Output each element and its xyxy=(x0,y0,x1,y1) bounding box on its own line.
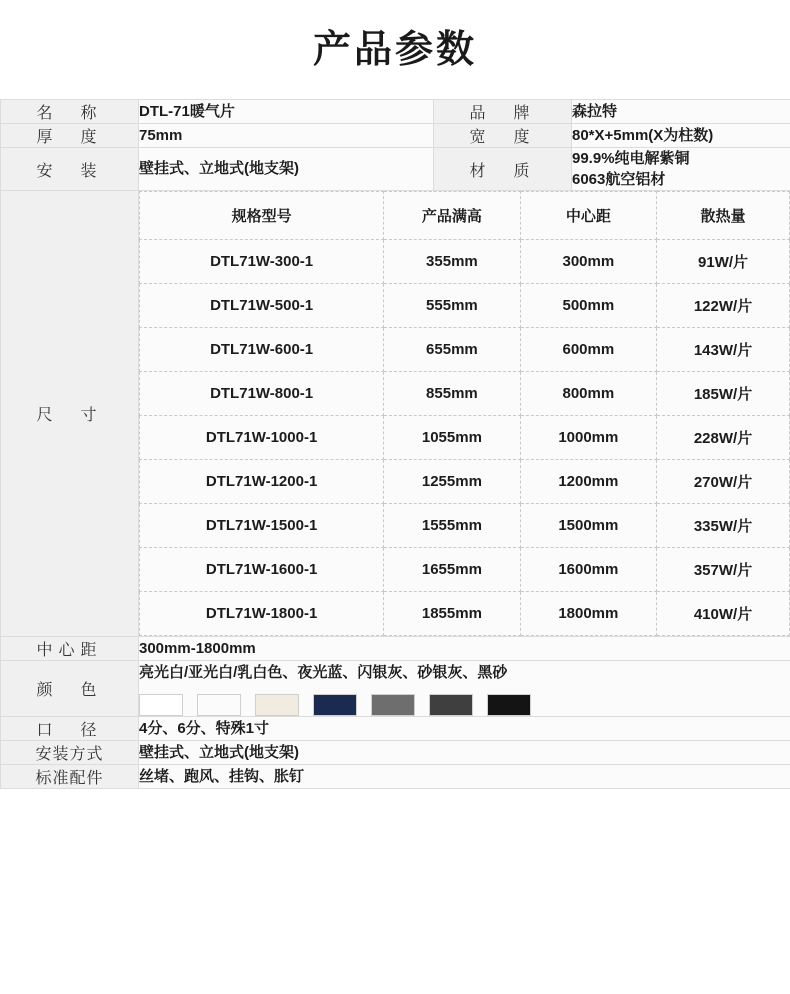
dimension-cell-model: DTL71W-1500-1 xyxy=(140,504,384,548)
row-label-accessories: 标准配件 xyxy=(1,765,139,789)
dimension-row xyxy=(140,460,790,504)
dimension-cell-center: 1600mm xyxy=(520,548,656,592)
table-row xyxy=(1,637,790,661)
dimension-cell-heat: 122W/片 xyxy=(657,284,790,328)
dimension-cell-model: DTL71W-600-1 xyxy=(140,328,384,372)
row-value-width: 80*X+5mm(X为柱数) xyxy=(572,124,790,148)
color-swatch-yaguangbai xyxy=(197,694,241,716)
row-value-accessories: 丝堵、跑风、挂钩、胀钉 xyxy=(139,765,790,789)
dimension-cell-height: 1555mm xyxy=(384,504,520,548)
dimension-cell-height: 555mm xyxy=(384,284,520,328)
row-value-material xyxy=(572,148,790,191)
dimension-cell-model: DTL71W-500-1 xyxy=(140,284,384,328)
color-swatch-rubaise xyxy=(255,694,299,716)
dimension-row xyxy=(140,548,790,592)
material-line-1: 99.9%纯电解紫铜 xyxy=(572,150,690,167)
row-label-brand: 品 牌 xyxy=(434,100,572,124)
dimension-cell-height: 655mm xyxy=(384,328,520,372)
dimension-cell-center: 1000mm xyxy=(520,416,656,460)
dimension-cell-heat: 143W/片 xyxy=(657,328,790,372)
row-label-center-distance: 中心距 xyxy=(1,637,139,661)
table-row xyxy=(1,765,790,789)
dimension-row xyxy=(140,416,790,460)
row-label-material: 材 质 xyxy=(434,148,572,191)
dimension-cell-model: DTL71W-300-1 xyxy=(140,240,384,284)
dimension-cell-center: 300mm xyxy=(520,240,656,284)
dimension-row xyxy=(140,504,790,548)
dimension-table xyxy=(139,191,790,636)
row-label-name: 名 称 xyxy=(1,100,139,124)
table-row xyxy=(1,741,790,765)
dimension-cell-height: 855mm xyxy=(384,372,520,416)
color-swatch-yeguanglan xyxy=(313,694,357,716)
row-value-name: DTL-71暖气片 xyxy=(139,100,434,124)
color-text: 亮光白/亚光白/乳白色、夜光蓝、闪银灰、砂银灰、黑砂 xyxy=(139,664,508,681)
dimension-cell-model: DTL71W-1000-1 xyxy=(140,416,384,460)
row-label-color: 颜 色 xyxy=(1,661,139,717)
table-row-color xyxy=(1,661,790,717)
row-label-thickness: 厚 度 xyxy=(1,124,139,148)
row-label-width: 宽 度 xyxy=(434,124,572,148)
dimension-cell-center: 1500mm xyxy=(520,504,656,548)
table-row xyxy=(1,717,790,741)
row-label-install-method: 安装方式 xyxy=(1,741,139,765)
table-row xyxy=(1,148,790,191)
dimension-header-height: 产品满高 xyxy=(384,192,520,240)
row-label-install: 安 装 xyxy=(1,148,139,191)
dimension-header-model: 规格型号 xyxy=(140,192,384,240)
row-value-install: 壁挂式、立地式(地支架) xyxy=(139,148,434,191)
dimension-cell-height: 1255mm xyxy=(384,460,520,504)
row-value-install-method: 壁挂式、立地式(地支架) xyxy=(139,741,790,765)
dimension-row xyxy=(140,240,790,284)
dimension-cell-model: DTL71W-1800-1 xyxy=(140,592,384,636)
dimension-cell-height: 355mm xyxy=(384,240,520,284)
row-value-thickness: 75mm xyxy=(139,124,434,148)
dimension-row xyxy=(140,284,790,328)
dimension-cell-center: 1200mm xyxy=(520,460,656,504)
dimension-cell-heat: 91W/片 xyxy=(657,240,790,284)
dimension-row xyxy=(140,372,790,416)
dimension-header-heat: 散热量 xyxy=(657,192,790,240)
dimension-cell-heat: 228W/片 xyxy=(657,416,790,460)
color-swatch-shayinhui xyxy=(429,694,473,716)
page-title: 产品参数 xyxy=(312,27,477,71)
dimension-cell-center: 500mm xyxy=(520,284,656,328)
table-row xyxy=(1,124,790,148)
table-row xyxy=(1,100,790,124)
dimension-cell-model: DTL71W-1200-1 xyxy=(140,460,384,504)
dimension-cell-heat: 270W/片 xyxy=(657,460,790,504)
color-swatch-list xyxy=(139,694,790,716)
dimension-cell-heat: 335W/片 xyxy=(657,504,790,548)
table-row-size xyxy=(1,191,790,637)
row-value-brand: 森拉特 xyxy=(572,100,790,124)
row-value-color xyxy=(139,661,790,717)
dimension-header-center: 中心距 xyxy=(520,192,656,240)
row-label-caliber: 口 径 xyxy=(1,717,139,741)
dimension-cell-model: DTL71W-1600-1 xyxy=(140,548,384,592)
color-swatch-heisha xyxy=(487,694,531,716)
material-line-2: 6063航空铝材 xyxy=(572,171,666,188)
dimension-cell-model: DTL71W-800-1 xyxy=(140,372,384,416)
dimension-cell-heat: 410W/片 xyxy=(657,592,790,636)
dimension-cell-height: 1055mm xyxy=(384,416,520,460)
dimension-cell-height: 1655mm xyxy=(384,548,520,592)
dimension-cell-center: 600mm xyxy=(520,328,656,372)
row-value-center-distance: 300mm-1800mm xyxy=(139,637,790,661)
dimension-row xyxy=(140,592,790,636)
dimension-row xyxy=(140,328,790,372)
dimension-cell-center: 1800mm xyxy=(520,592,656,636)
dimension-cell-heat: 357W/片 xyxy=(657,548,790,592)
color-swatch-liangguangbai xyxy=(139,694,183,716)
dimension-header-row xyxy=(140,192,790,240)
dimension-table-container xyxy=(139,191,790,637)
row-label-size: 尺 寸 xyxy=(1,191,139,637)
dimension-cell-heat: 185W/片 xyxy=(657,372,790,416)
dimension-cell-center: 800mm xyxy=(520,372,656,416)
specification-table xyxy=(0,99,790,789)
dimension-cell-height: 1855mm xyxy=(384,592,520,636)
color-swatch-shanyinhui xyxy=(371,694,415,716)
row-value-caliber: 4分、6分、特殊1寸 xyxy=(139,717,790,741)
